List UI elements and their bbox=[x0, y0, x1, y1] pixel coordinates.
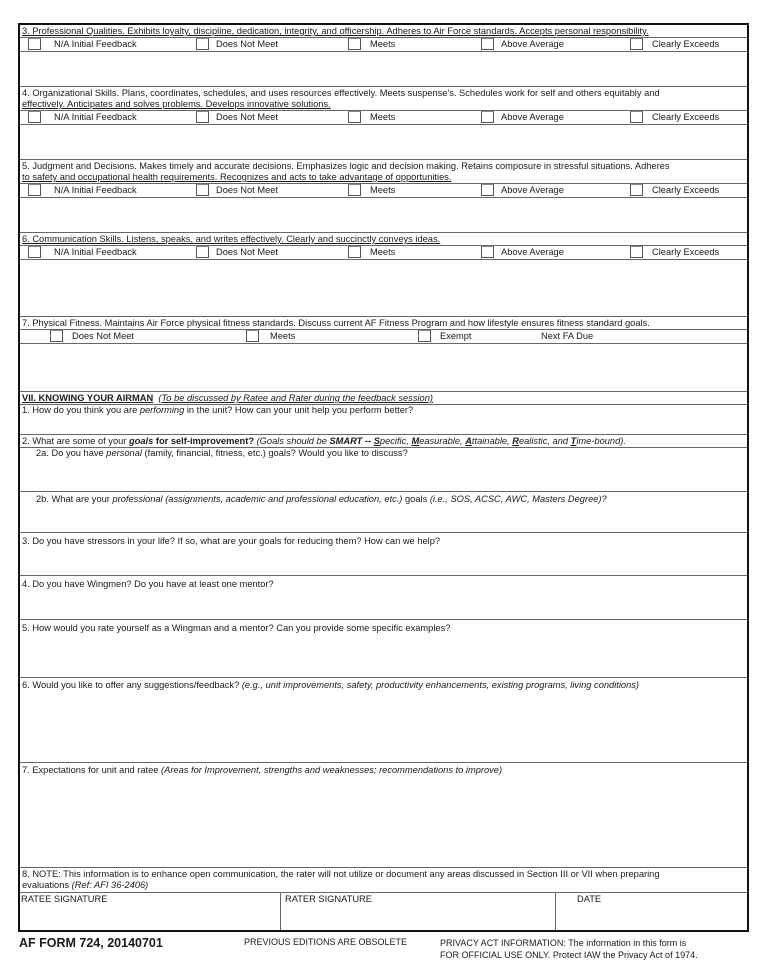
section7-heading: VII. KNOWING YOUR AIRMAN bbox=[22, 393, 154, 403]
item5-label-line1: 5. Judgment and Decisions. Makes timely and accurate decisions. Emphasizes logic and decision making. Retains composure in stressful situations. Adheres bbox=[22, 161, 670, 171]
divider bbox=[20, 232, 747, 233]
item3-above-average-label: Above Average bbox=[501, 39, 564, 49]
item7-does-not-meet-label: Does Not Meet bbox=[72, 331, 135, 341]
item6-above-average-checkbox[interactable] bbox=[481, 246, 494, 258]
item6-meets-label: Meets bbox=[370, 247, 396, 257]
item6-does-not-meet-checkbox[interactable] bbox=[196, 246, 209, 258]
q3-answer-area[interactable] bbox=[20, 548, 747, 574]
item3-meets-checkbox[interactable] bbox=[348, 38, 361, 50]
item7-meets-checkbox[interactable] bbox=[246, 330, 259, 342]
item4-rating-row bbox=[20, 111, 747, 124]
q4-label: 4. Do you have Wingmen? Do you have at least one mentor? bbox=[22, 579, 274, 589]
section7-subheading: (To be discussed by Ratee and Rater during the feedback session) bbox=[158, 393, 433, 403]
item6-does-not-meet-label: Does Not Meet bbox=[216, 247, 279, 257]
q8-note-line2: evaluations (Ref: AFI 36-2406) bbox=[22, 880, 149, 890]
q2a-answer-area[interactable] bbox=[20, 460, 747, 490]
q3-label: 3. Do you have stressors in your life? If so, what are your goals for reducing them? How can we help? bbox=[22, 536, 441, 546]
item7-exempt-checkbox[interactable] bbox=[418, 330, 431, 342]
divider bbox=[20, 86, 747, 87]
item4-clearly-exceeds-label: Clearly Exceeds bbox=[652, 112, 720, 122]
item3-rating-row bbox=[20, 38, 747, 51]
item4-above-average-label: Above Average bbox=[501, 112, 564, 122]
q2b-label: 2b. What are your professional (assignments, academic and professional education, etc.) goals (i.e., SOS, ACSC, AWC, Masters Degree)? bbox=[36, 494, 607, 504]
form-id: AF FORM 724, 20140701 bbox=[19, 936, 163, 950]
item6-clearly-exceeds-checkbox[interactable] bbox=[630, 246, 643, 258]
item5-rating-row bbox=[20, 184, 747, 197]
item6-comment-area[interactable] bbox=[20, 260, 747, 315]
divider bbox=[20, 532, 747, 533]
rater-signature-label: RATER SIGNATURE bbox=[285, 894, 372, 904]
next-fa-due-input[interactable] bbox=[600, 330, 743, 343]
item3-label: 3. Professional Qualities. Exhibits loyalty, discipline, dedication, integrity, and officership. Adheres to Air Force standards. Accepts personal responsibility. bbox=[22, 26, 649, 36]
item3-above-average-checkbox[interactable] bbox=[481, 38, 494, 50]
item7-exempt-label: Exempt bbox=[440, 331, 472, 341]
item6-rating-row bbox=[20, 246, 747, 259]
previous-editions-notice: PREVIOUS EDITIONS ARE OBSOLETE bbox=[244, 937, 408, 947]
item7-does-not-meet-checkbox[interactable] bbox=[50, 330, 63, 342]
item4-na-checkbox[interactable] bbox=[28, 111, 41, 123]
divider bbox=[20, 159, 747, 160]
item5-above-average-checkbox[interactable] bbox=[481, 184, 494, 196]
item7-comment-area[interactable] bbox=[20, 344, 747, 390]
item3-na-label: N/A Initial Feedback bbox=[54, 39, 137, 49]
item3-clearly-exceeds-checkbox[interactable] bbox=[630, 38, 643, 50]
divider bbox=[20, 867, 747, 868]
item5-does-not-meet-label: Does Not Meet bbox=[216, 185, 279, 195]
q6-label: 6. Would you like to offer any suggestions/feedback? (e.g., unit improvements, safety, productivity enhancements, existing programs, living conditions) bbox=[22, 680, 640, 690]
privacy-line-2: FOR OFFICIAL USE ONLY. Protect IAW the Privacy Act of 1974. bbox=[440, 949, 698, 960]
item6-above-average-label: Above Average bbox=[501, 247, 564, 257]
item3-na-checkbox[interactable] bbox=[28, 38, 41, 50]
divider bbox=[20, 677, 747, 678]
item3-meets-label: Meets bbox=[370, 39, 396, 49]
q7-label: 7. Expectations for unit and ratee (Areas for Improvement, strengths and weaknesses; recommendations to improve) bbox=[22, 765, 503, 775]
date-label: DATE bbox=[577, 894, 602, 904]
item4-clearly-exceeds-checkbox[interactable] bbox=[630, 111, 643, 123]
q2-label: 2. What are some of your goals for self-improvement? (Goals should be SMART -- Specific, Measurable, Attainable, Realistic, and Time-bound). bbox=[22, 436, 626, 446]
divider bbox=[20, 316, 747, 317]
item4-label-line2: effectively. Anticipates and solves problems. Develops innovative solutions. bbox=[22, 99, 331, 109]
item4-comment-area[interactable] bbox=[20, 125, 747, 158]
item4-meets-checkbox[interactable] bbox=[348, 111, 361, 123]
divider bbox=[20, 619, 747, 620]
q5-answer-area[interactable] bbox=[20, 635, 747, 660]
item6-na-checkbox[interactable] bbox=[28, 246, 41, 258]
item7-rating-row bbox=[20, 330, 747, 343]
item5-clearly-exceeds-checkbox[interactable] bbox=[630, 184, 643, 196]
item3-does-not-meet-checkbox[interactable] bbox=[196, 38, 209, 50]
item3-does-not-meet-label: Does Not Meet bbox=[216, 39, 279, 49]
item6-label: 6. Communication Skills. Listens, speaks, and writes effectively. Clearly and succinctly conveys ideas. bbox=[22, 234, 441, 244]
section7-heading-line bbox=[22, 393, 433, 404]
item5-clearly-exceeds-label: Clearly Exceeds bbox=[652, 185, 720, 195]
q1-answer-area[interactable] bbox=[20, 417, 747, 433]
item4-above-average-checkbox[interactable] bbox=[481, 111, 494, 123]
item5-na-checkbox[interactable] bbox=[28, 184, 41, 196]
q5-label: 5. How would you rate yourself as a Wingman and a mentor? Can you provide some specific examples? bbox=[22, 623, 451, 633]
q2a-label: 2a. Do you have personal (family, financial, fitness, etc.) goals? Would you like to discuss? bbox=[36, 448, 408, 458]
item4-does-not-meet-checkbox[interactable] bbox=[196, 111, 209, 123]
ratee-signature-label: RATEE SIGNATURE bbox=[21, 894, 108, 904]
date-field[interactable] bbox=[556, 893, 747, 930]
divider bbox=[20, 491, 747, 492]
item3-clearly-exceeds-label: Clearly Exceeds bbox=[652, 39, 720, 49]
item4-na-label: N/A Initial Feedback bbox=[54, 112, 137, 122]
q7-answer-area[interactable] bbox=[20, 777, 747, 864]
q8-note-line1: 8. NOTE: This information is to enhance open communication, the rater will not utilize or document any areas discussed in Section III or VII when preparing bbox=[22, 869, 660, 879]
ratee-signature-field[interactable] bbox=[20, 893, 279, 930]
q1-label: 1. How do you think you are performing in the unit? How can your unit help you perform better? bbox=[22, 405, 414, 415]
item4-does-not-meet-label: Does Not Meet bbox=[216, 112, 279, 122]
item5-comment-area[interactable] bbox=[20, 198, 747, 231]
item6-meets-checkbox[interactable] bbox=[348, 246, 361, 258]
q2b-answer-area[interactable] bbox=[20, 506, 747, 531]
item7-meets-label: Meets bbox=[270, 331, 296, 341]
item5-meets-label: Meets bbox=[370, 185, 396, 195]
q4-answer-area[interactable] bbox=[20, 591, 747, 618]
privacy-line-1: PRIVACY ACT INFORMATION: The information in this form is bbox=[440, 938, 687, 948]
divider bbox=[20, 434, 747, 435]
item5-na-label: N/A Initial Feedback bbox=[54, 185, 137, 195]
item5-above-average-label: Above Average bbox=[501, 185, 564, 195]
q6-answer-area[interactable] bbox=[20, 692, 747, 759]
item6-na-label: N/A Initial Feedback bbox=[54, 247, 137, 257]
divider bbox=[20, 575, 747, 576]
divider bbox=[20, 391, 747, 392]
item4-meets-label: Meets bbox=[370, 112, 396, 122]
rater-signature-field[interactable] bbox=[281, 893, 554, 930]
item4-label-line1: 4. Organizational Skills. Plans, coordinates, schedules, and uses resources effectively. Meets suspense's. Schedules work for self and others equitably and bbox=[22, 88, 660, 98]
item5-does-not-meet-checkbox[interactable] bbox=[196, 184, 209, 196]
privacy-act-notice bbox=[440, 938, 698, 961]
item6-clearly-exceeds-label: Clearly Exceeds bbox=[652, 247, 720, 257]
af-form-724 bbox=[18, 23, 749, 932]
item3-comment-area[interactable] bbox=[20, 52, 747, 85]
item5-label-line2: to safety and occupational health requirements. Recognizes and acts to take advantage of opportunities. bbox=[22, 172, 452, 182]
item7-label: 7. Physical Fitness. Maintains Air Force physical fitness standards. Discuss current AF Fitness Program and how lifestyle ensures fitness standard goals. bbox=[22, 318, 650, 328]
next-fa-due-label: Next FA Due bbox=[541, 331, 594, 341]
divider bbox=[20, 762, 747, 763]
item5-meets-checkbox[interactable] bbox=[348, 184, 361, 196]
